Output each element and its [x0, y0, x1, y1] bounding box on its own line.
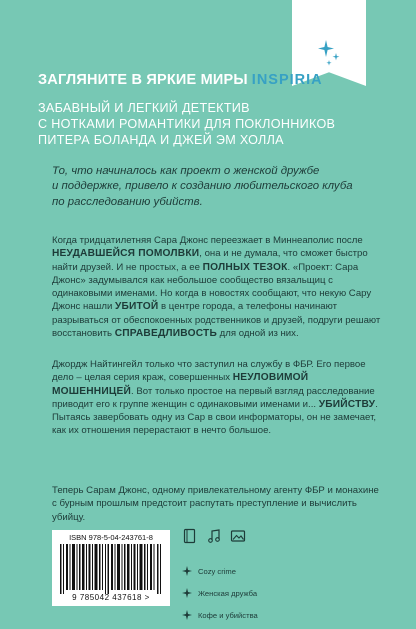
text: . «Проект: Сара Джонс» задумывался как небольшое сообщество вязальщиц с одинаковыми именами. Но когда в новостях сообщают, что некую Сару Джонс нашли: [52, 261, 372, 313]
tag-item: [182, 604, 258, 626]
intro-line: по расследованию убийств.: [52, 195, 203, 208]
headline-text: ЗАГЛЯНИТЕ В ЯРКИЕ МИРЫ: [38, 72, 248, 88]
star-icon: [182, 566, 192, 576]
sparkle-icon: [314, 38, 344, 68]
barcode-bars: [60, 544, 162, 594]
emphasis: УБИТОЙ: [114, 301, 159, 313]
music-note-icon: [206, 528, 222, 544]
text: Когда тридцатилетняя Сара Джонс переезжает в Миннеаполис после: [52, 235, 363, 246]
tag-label: Cozy crime: [198, 566, 236, 576]
text: для одной из них.: [216, 328, 299, 340]
intro-quote: [52, 164, 382, 210]
intro-line: То, что начиналось как проект о женской дружбе: [52, 165, 320, 177]
subtitle-line: С НОТКАМИ РОМАНТИКИ ДЛЯ ПОКЛОННИКОВ: [38, 117, 336, 131]
book-icon: [182, 528, 198, 544]
tag-item: [182, 560, 258, 582]
tag-list: [182, 560, 258, 626]
barcode: [52, 530, 170, 606]
emphasis: УБИЙСТВУ: [318, 398, 376, 410]
isbn-number: ISBN 978-5-04-243761-8: [69, 533, 153, 542]
subtitle-line: ПИТЕРА БОЛАНДА И ДЖЕЙ ЭМ ХОЛЛА: [38, 133, 284, 147]
emphasis: СПРАВЕДЛИВОСТЬ: [114, 328, 217, 340]
subtitle-line: ЗАБАВНЫЙ И ЛЕГКИЙ ДЕТЕКТИВ: [38, 101, 250, 115]
subtitle: [38, 100, 388, 148]
text: . Вот только простое на первый взгляд расследование приводит его к группе женщин с одинаковыми именами и...: [52, 385, 375, 410]
intro-line: и поддержке, привело к созданию любительского клуба: [52, 180, 353, 193]
tag-item: [182, 582, 258, 604]
emphasis: ПОЛНЫХ ТЕЗОК: [202, 261, 288, 273]
text: Джордж Найтингейл только что заступил на службу в ФБР. Его первое дело – целая серия краж, совершенных: [52, 359, 366, 384]
format-icons: [182, 528, 246, 544]
barcode-number: 9 785042 437618 >: [72, 593, 150, 602]
text: , она и не думала, что сможет быстро найти друзей. И не простых, а ее: [52, 248, 368, 273]
text: . Пытаясь завербовать одну из Сар в свои информаторы, он не замечает, как их отношения перерастают в нечто большое.: [52, 398, 378, 437]
star-icon: [182, 588, 192, 598]
text: в центре города, а телефоны начинают разрываться от обеспокоенных родственников и друзей, подруги решают восстановить: [52, 301, 381, 340]
tag-label: Женская дружба: [198, 588, 258, 598]
series-headline: [38, 72, 398, 88]
tag-label: Кофе и убийства: [198, 610, 258, 620]
paragraph-final: Теперь Сарам Джонс, одному привлекательному агенту ФБР и монахине с бурным прошлым предстоит распутать преступление и вычислить убийцу.: [52, 485, 379, 523]
brand-name: INSPIRIA: [251, 72, 323, 88]
emphasis: НЕУЛОВИМОЙ МОШЕННИЦЕЙ: [52, 372, 309, 397]
paragraph-george: [52, 358, 382, 438]
emphasis: НЕУДАВШЕЙСЯ ПОМОЛВКИ: [52, 248, 200, 260]
image-icon: [230, 528, 246, 544]
paragraph-sarah: [52, 234, 382, 340]
star-icon: [182, 610, 192, 620]
